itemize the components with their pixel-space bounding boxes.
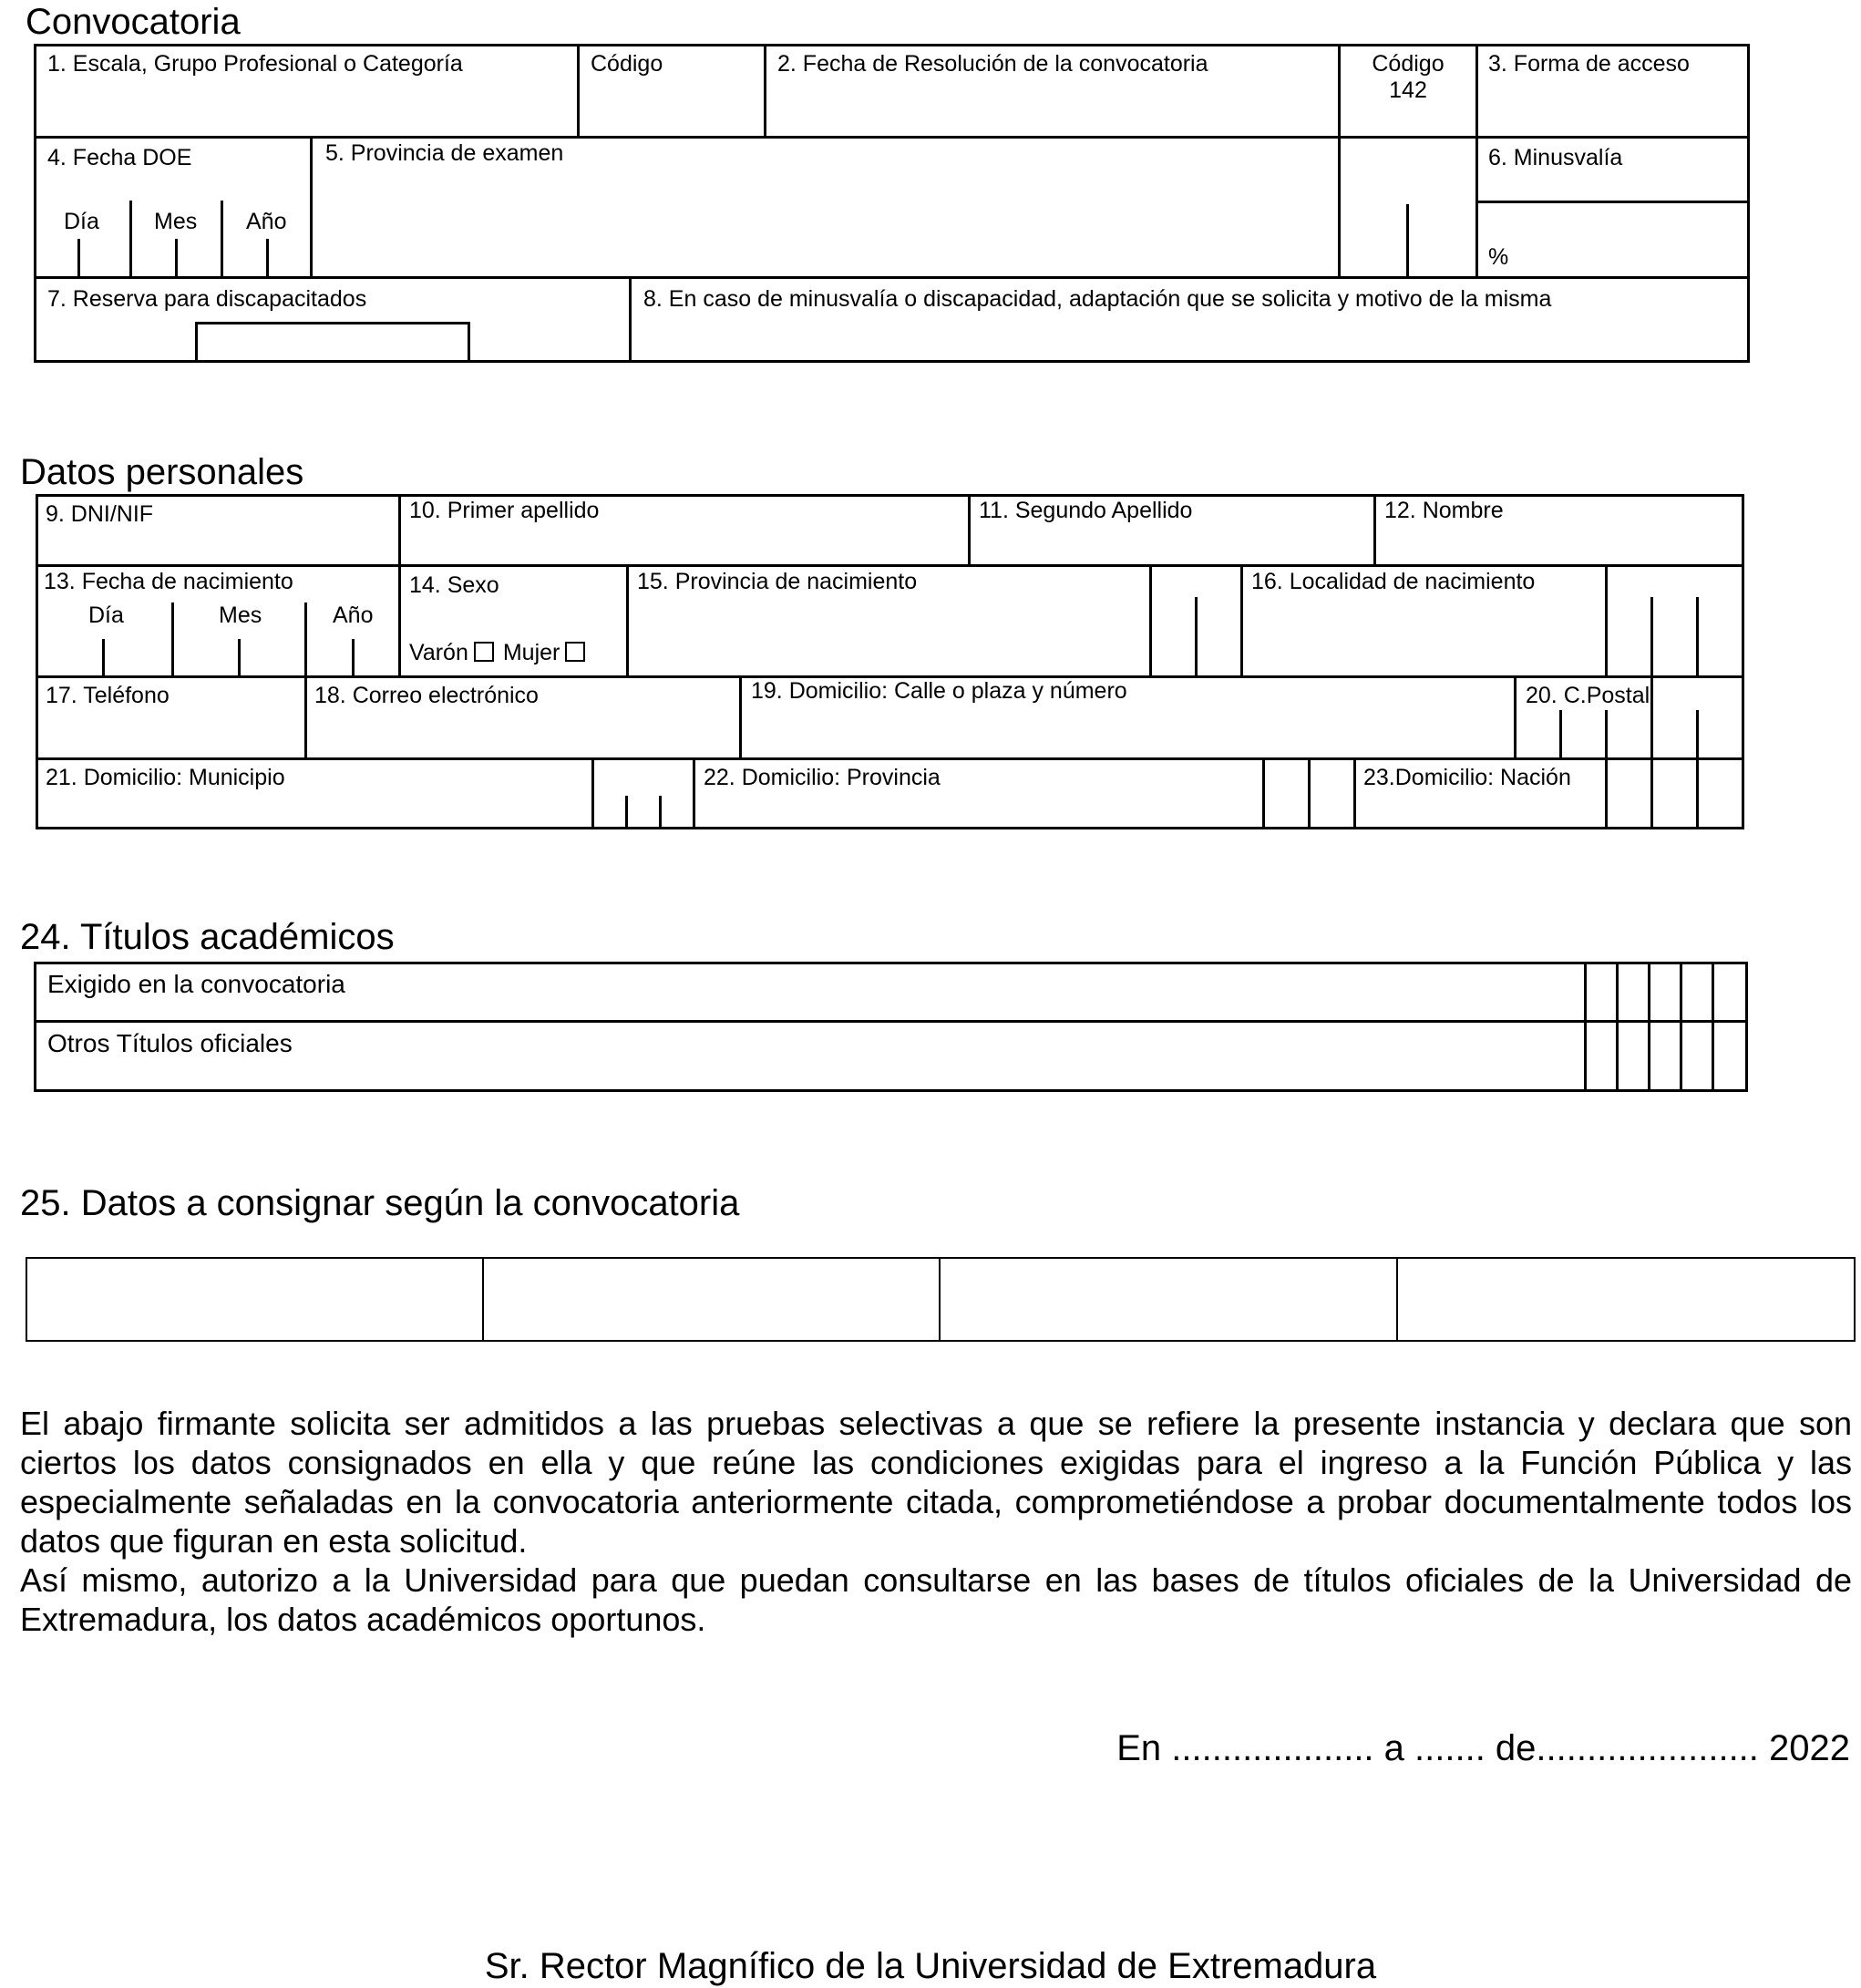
label-mujer: Mujer [502, 640, 560, 665]
minusvalia-field[interactable] [1478, 203, 1747, 276]
varon-checkbox[interactable] [474, 642, 494, 662]
label-primer-apellido: 10. Primer apellido [409, 498, 600, 523]
section-title-titulos: 24. Títulos académicos [20, 917, 395, 957]
section-title-datos-personales: Datos personales [20, 452, 304, 492]
label-reserva: 7. Reserva para discapacitados [47, 286, 367, 312]
section-title-convocatoria: Convocatoria [26, 2, 241, 42]
label-telefono: 17. Teléfono [46, 683, 170, 708]
label-provincia-examen: 5. Provincia de examen [325, 140, 564, 166]
label-codigo-postal: 20. C.Postal [1526, 683, 1650, 708]
label-varon: Varón [409, 640, 468, 665]
declaracion [20, 1404, 1852, 1639]
label-localidad-nacimiento: 16. Localidad de nacimiento [1251, 569, 1536, 594]
label-codigo-2: Código [1372, 51, 1445, 77]
label-nacion: 23.Domicilio: Nación [1363, 765, 1571, 790]
dato-consignar-2[interactable] [484, 1259, 939, 1340]
destinatario: Sr. Rector Magnífico de la Universidad de Extremadura [484, 1946, 1377, 1986]
label-sexo: 14. Sexo [409, 572, 499, 598]
fecha-firma: En .................... a ....... de...................... 2022 [1116, 1728, 1850, 1768]
label-adaptacion: 8. En caso de minusvalía o discapacidad, adaptación que se solicita y motivo de la misma [643, 286, 1552, 312]
label-fecha-nacimiento: 13. Fecha de nacimiento [44, 569, 293, 594]
label-provincia-nacimiento: 15. Provincia de nacimiento [637, 569, 918, 594]
label-mes-nac: Mes [219, 603, 262, 628]
label-dia: Día [64, 209, 99, 234]
label-minusvalia: 6. Minusvalía [1488, 145, 1623, 170]
dato-consignar-4[interactable] [1398, 1259, 1854, 1340]
label-titulo-exigido: Exigido en la convocatoria [47, 970, 345, 998]
codigo-value: 142 [1389, 77, 1427, 103]
label-domicilio-calle: 19. Domicilio: Calle o plaza y número [751, 678, 1127, 704]
label-dni: 9. DNI/NIF [46, 501, 154, 527]
declaracion-parrafo-1: El abajo firmante solicita ser admitidos a las pruebas selectivas a que se refiere la presente instancia y declara que son ciertos los datos consignados en ella y que reúne las condiciones exigidas para el ingreso a la Función Pública y las especialmente señaladas en la convocatoria anteriormente citada, comprometiéndose a probar documentalmente todos los datos que figuran en esta solicitud. [20, 1405, 1852, 1560]
label-anio: Año [246, 209, 287, 234]
declaracion-parrafo-2: Así mismo, autorizo a la Universidad para que puedan consultarse en las bases de títulos oficiales de la Universidad de Extremadura, los datos académicos oportunos. [20, 1561, 1852, 1638]
label-titulo-otros: Otros Títulos oficiales [47, 1029, 293, 1057]
percent-sign: % [1488, 244, 1509, 270]
label-correo: 18. Correo electrónico [314, 683, 539, 708]
label-fecha-resolucion: 2. Fecha de Resolución de la convocatoria [777, 51, 1208, 77]
label-fecha-doe: 4. Fecha DOE [47, 145, 192, 170]
label-escala: 1. Escala, Grupo Profesional o Categoría [47, 51, 463, 77]
reserva-field[interactable] [195, 322, 470, 363]
sexo-options [409, 639, 594, 666]
section-title-datos-consignar: 25. Datos a consignar según la convocatoria [20, 1183, 740, 1223]
label-forma-acceso: 3. Forma de acceso [1488, 51, 1690, 77]
label-nombre: 12. Nombre [1384, 498, 1504, 523]
mujer-checkbox[interactable] [565, 642, 585, 662]
label-anio-nac: Año [333, 603, 374, 628]
dato-consignar-3[interactable] [941, 1259, 1396, 1340]
label-dia-nac: Día [88, 603, 124, 628]
label-segundo-apellido: 11. Segundo Apellido [979, 498, 1193, 523]
label-municipio: 21. Domicilio: Municipio [46, 765, 285, 790]
label-codigo: Código [591, 51, 663, 77]
label-mes: Mes [154, 209, 198, 234]
label-provincia: 22. Domicilio: Provincia [704, 765, 941, 790]
dato-consignar-1[interactable] [27, 1259, 482, 1340]
